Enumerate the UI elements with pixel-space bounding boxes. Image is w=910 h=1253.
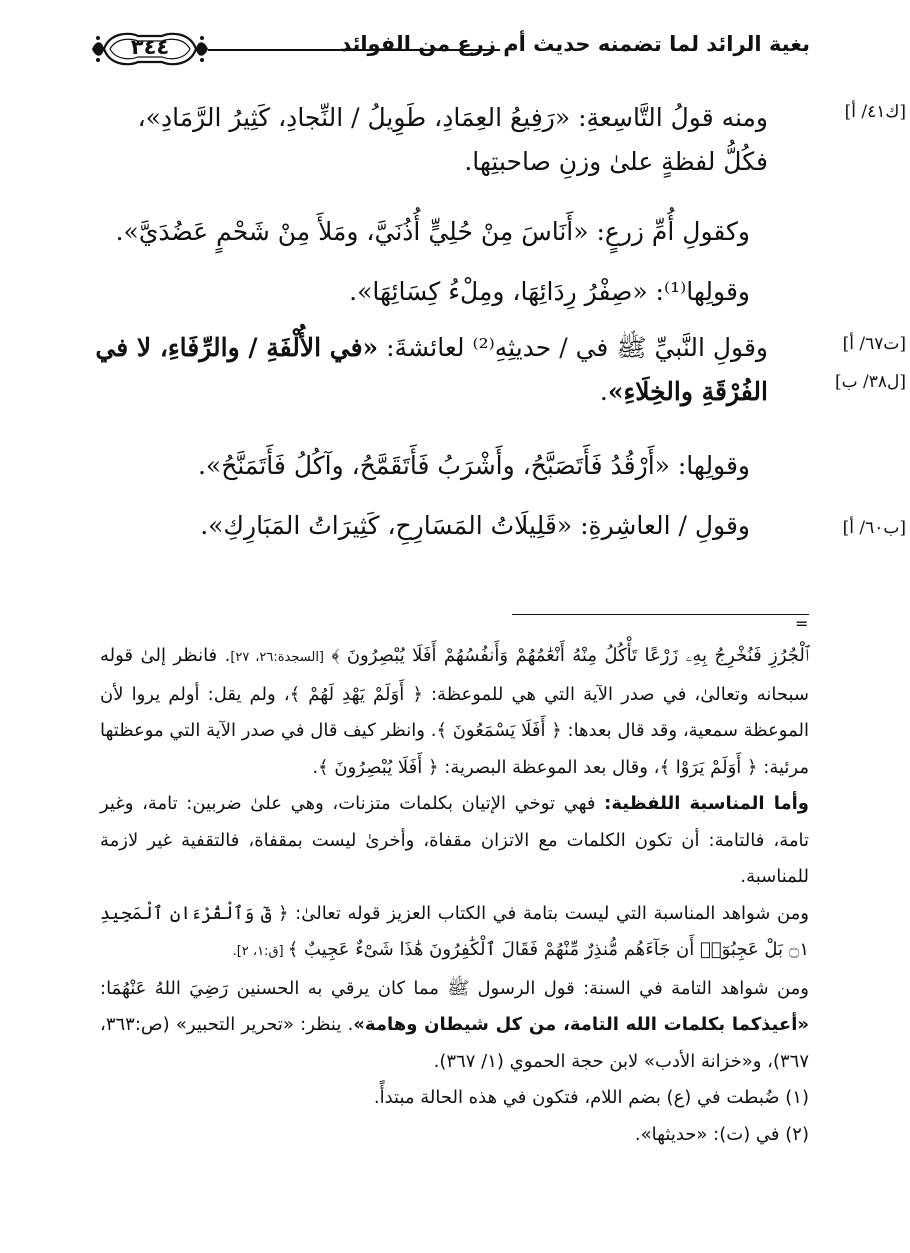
note-paragraph — [100, 638, 809, 786]
body-paragraph — [88, 326, 810, 414]
paragraph-text: وقولِها⁽¹⁾: «صِفْرُ رِدَائِهَا، ومِلْءُ كِسَائِهَا». — [349, 277, 750, 306]
paragraph-text — [88, 326, 810, 414]
paragraph-text: وقولِ / العاشِرةِ: «قَلِيلَاتُ المَسَارِحِ، كَثِيرَاتُ المَبَارِكِ». — [200, 511, 750, 540]
margin-ref: [ك٤١/ أ] — [844, 102, 906, 122]
verse-ref: [السجدة:٢٦، ٢٧] — [230, 650, 325, 665]
hadith-quote: «في الأُلْفَةِ / والرِّفَاءِ، لا في الفُرْقَةِ والخِلَاءِ» — [95, 333, 768, 406]
margin-ref: [ت٦٧/ أ] — [842, 334, 906, 354]
footnote-2: (٢) في (ت): «حديثها». — [634, 1123, 809, 1145]
quran-verse: ﴿ قٓ وَٱلْقُرْءَانِ ٱلْمَجِيدِ ۝١ بَلْ عَجِبُوٓا۟ أَن جَآءَهُم مُّنذِرٌ مِّنْهُمْ فَقَالَ ٱلْكَٰفِرُونَ هَٰذَا شَىْءٌ عَجِيبٌ ﴾ — [100, 902, 809, 960]
body-paragraph — [88, 210, 810, 254]
running-title: بغية الرائد لما تضمنه حديث أم زرع من الفوائد — [340, 32, 810, 56]
note-text: ومن شواهد التامة في السنة: قول الرسول ﷺ مما كان يرقي به الحسنين رَضِيَ اللهُ عَنْهُمَا: — [100, 977, 809, 999]
note-text: فهي توخي الإتيان بكلمات متزنات، وهي علىٰ ضربين: تامة، وغير تامة، فالتامة: أن تكون الكلمات مع الاتزان مقفاة، وأخرىٰ ليست بمقفاة، فالتقفية غير لازمة للمناسبة. — [100, 793, 809, 887]
body-paragraph — [88, 270, 810, 314]
footnotes — [100, 638, 809, 1153]
paragraph-text: وقولِها: «أَرْقُدُ فَأَتَصَبَّحُ، وأَشْرَبُ فَأَتَقَمَّحُ، وآكُلُ فَأَتَمَنَّحُ». — [197, 451, 750, 480]
paragraph-end: . — [599, 377, 608, 406]
body-paragraph — [88, 96, 810, 184]
continuation-mark: = — [795, 614, 809, 633]
page-number: ٣٤٤ — [130, 35, 170, 59]
paragraph-text: وكقولِ أُمِّ زرعٍ: «أَنَاسَ مِنْ حُلِيٍّ أُذُنَيَّ، ومَلأَ مِنْ شَحْمٍ عَضُدَيَّ». — [115, 217, 750, 246]
quran-verse: ٱلْجُرُزِ فَنُخْرِجُ بِهِۦ زَرْعًا تَأْكُلُ مِنْهُ أَنْعَٰمُهُمْ وَأَنفُسُهُمْ أَفَلَا يُبْصِرُونَ ﴾ — [331, 645, 809, 666]
margin-ref: [ب٦٠/ أ] — [842, 518, 906, 538]
note-paragraph — [100, 896, 809, 971]
note-paragraph — [100, 786, 809, 896]
footnote-rule — [512, 614, 809, 615]
verse-ref: [ق:١، ٢]. — [232, 944, 288, 959]
note-label: وأما المناسبة اللفظية: — [604, 793, 809, 814]
body-paragraph — [88, 504, 810, 548]
footnote-1: (١) ضُبطت في (ع) بضم اللام، فتكون في هذه الحالة مبتدأً. — [373, 1087, 809, 1108]
note-text: . ينظر: «تحرير التحبير» (ص:٣٦٣، ٣٦٧)، و«خزانة الأدب» لابن حجة الحموي (١/ ٣٦٧). — [100, 1014, 809, 1072]
body-paragraph — [88, 444, 810, 488]
hadith-quote: «أعيذكما بكلمات الله التامة، من كل شيطان وهامة» — [353, 1014, 809, 1035]
note-text: ومن شواهد المناسبة التي ليست بتامة في الكتاب العزيز قوله تعالىٰ: — [288, 902, 809, 924]
paragraph-start: وقولِ النَّبيِّ ﷺ في / حديثِهِ⁽²⁾ لعائشةَ: — [378, 333, 768, 362]
note-text: . فانظر إلىٰ قوله سبحانه وتعالىٰ، في صدر الآية التي هي للموعظة: ﴿ أَوَلَمْ يَهْدِ لَهُمْ ﴾، ولم يقل: أولم يروا لأن الموعظة سمعية، وقد قال بعدها: ﴿ أَفَلَا يَسْمَعُونَ ﴾. وانظر كيف قال في صدر الآية التي موعظتها مرئية: ﴿ أَوَلَمْ يَرَوْا ﴾، وقال بعد الموعظة البصرية: ﴿ أَفَلَا يُبْصِرُونَ ﴾. — [100, 645, 809, 778]
margin-ref: [ل٣٨/ ب] — [834, 372, 906, 392]
page-header — [90, 26, 810, 72]
paragraph-text: ومنه قولُ التَّاسِعةِ: «رَفِيعُ العِمَادِ، طَوِيلُ / النِّجادِ، كَثِيرُ الرَّمَادِ»، فكُلُّ لفظةٍ علىٰ وزنِ صاحبتِها. — [137, 103, 768, 176]
note-paragraph — [100, 971, 809, 1081]
